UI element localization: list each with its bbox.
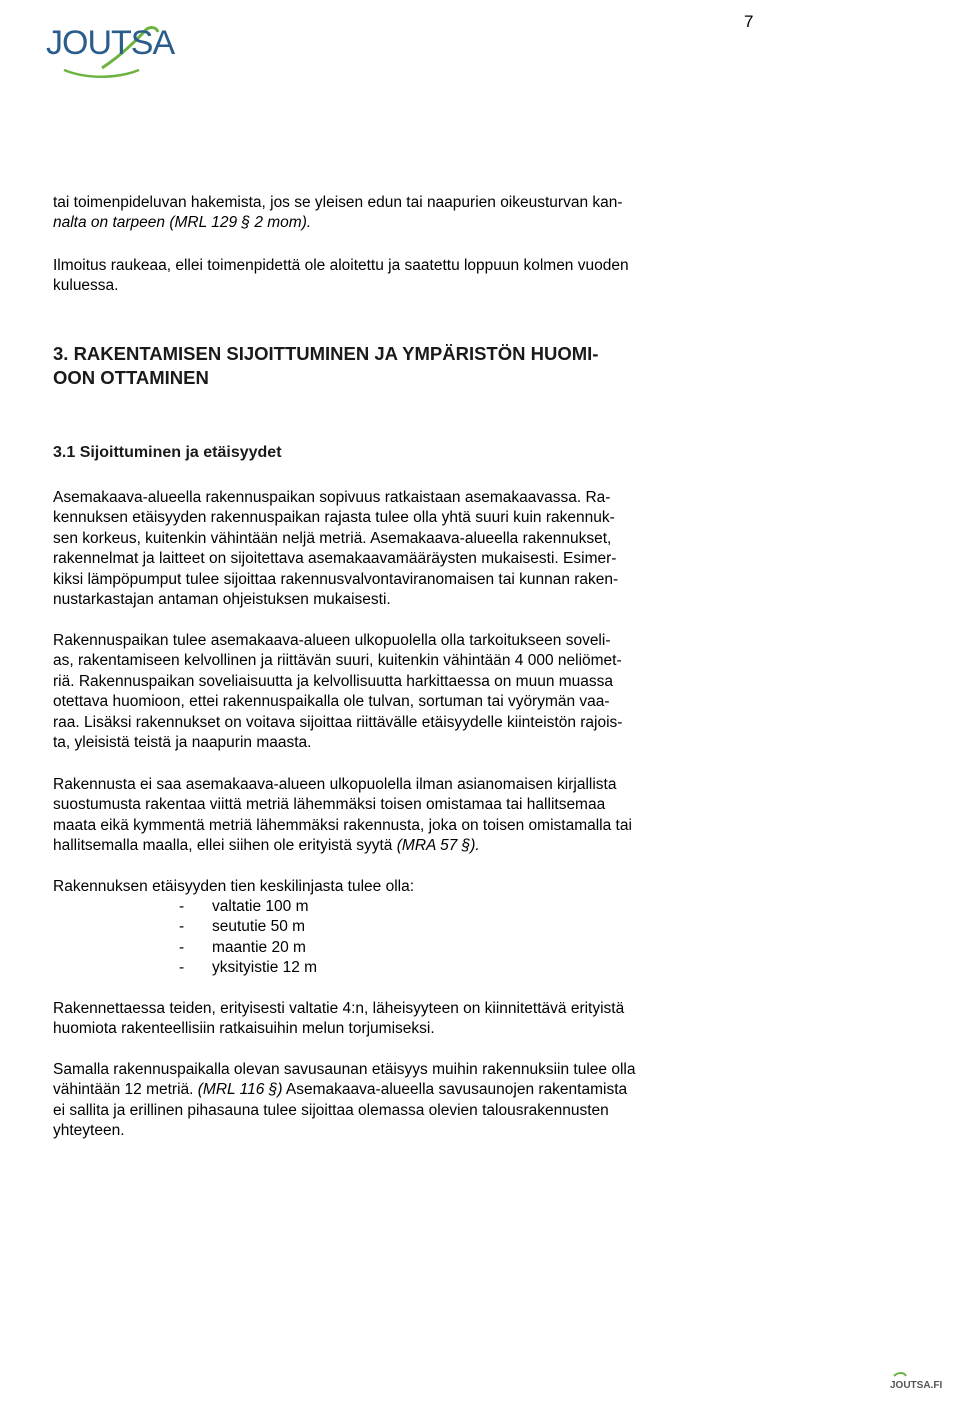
list-item-text: maantie 20 m [212,938,306,956]
text-line: ta, yleisistä teistä ja naapurin maasta. [53,733,312,751]
text-line: Rakennettaessa teiden, erityisesti valtatie 4:n, läheisyyteen on kiinnitettävä erityistä [53,1000,625,1017]
text-line [53,213,753,233]
text-line: rakennelmat ja laitteet on sijoitettava asemakaavamääräysten mukaisesti. Esimer- [53,550,617,568]
list-dash: - [179,918,185,936]
joutsa-fi-logo [890,1370,952,1392]
text-line: kiksi lämpöpumput tulee sijoittaa rakennusvalvontaviranomaisen tai kunnan raken- [53,570,619,588]
section-heading [53,342,598,390]
text-line: Samalla rakennuspaikalla olevan savusaunan etäisyys muihin rakennuksiin tulee olla [53,1061,636,1078]
text-line: Asemakaava-alueella rakennuspaikan sopivuus ratkaistaan asemakaavassa. Ra- [53,489,611,506]
text-line: tai toimenpideluvan hakemista, jos se yleisen edun tai naapurien oikeusturvan kan- [53,194,623,211]
text-line: as, rakentamiseen kelvollinen ja riittävän suuri, kuitenkin vähintään 4 000 neliömet- [53,652,622,670]
footer-logo-text: JOUTSA.FI [890,1380,943,1391]
paragraph-noise [53,999,753,1040]
list-item-text: valtatie 100 m [212,898,309,915]
list-dash: - [179,898,185,915]
text-line [53,836,753,856]
text-fragment: vähintään 12 metriä. [53,1081,198,1099]
paragraph-building-site [53,631,753,753]
paragraph-placement [53,488,753,610]
text-line: maata eikä kymmentä metriä lähemmäksi rakennusta, joka on toisen omistamalla tai [53,816,632,834]
section-heading-line-2: OON OTTAMINEN [53,367,209,388]
logo-wordmark: JOUTSA [46,24,175,62]
list-item [179,897,479,917]
text-fragment: Asemakaava-alueella savusaunojen rakentamista [282,1081,628,1099]
joutsa-logo [44,10,179,82]
text-line: nustarkastajan antaman ohjeistuksen mukaisesti. [53,590,391,608]
italic-ref: (MRA 57 §). [396,837,480,855]
list-item [179,917,479,937]
list-dash: - [179,959,185,977]
text-line: raa. Lisäksi rakennukset on voitava sijoittaa riittävälle etäisyydelle kiinteistön rajois- [53,713,623,731]
paragraph-consent [53,775,753,857]
list-item-text: yksityistie 12 m [212,959,318,977]
swan-mark [894,1373,906,1376]
intro-paragraph-1 [53,193,753,234]
text-line: suostumusta rakentaa viittä metriä lähemmäksi toisen omistamaa tai hallitsemaa [53,796,606,814]
text-line: riä. Rakennuspaikan soveliaisuutta ja kelvollisuutta harkittaessa on muun muassa [53,672,614,690]
text-line: yhteyteen. [53,1122,125,1140]
list-dash: - [179,938,185,956]
road-distance-list [179,897,479,979]
text-line: ei sallita ja erillinen pihasauna tulee sijoittaa olemassa olevien talousrakennusten [53,1101,609,1119]
subsection-heading: 3.1 Sijoittuminen ja etäisyydet [53,444,282,461]
swan-body-mark [64,70,139,77]
text-line: kennuksen etäisyyden rakennuspaikan rajasta tulee olla yhtä suuri kuin rakennuk- [53,509,615,527]
text-line: Rakennuksen etäisyyden tien keskilinjasta tulee olla: [53,878,415,895]
text-line: Rakennuspaikan tulee asemakaava-alueen ulkopuolella olla tarkoitukseen soveli- [53,632,611,649]
paragraph-smoke-sauna [53,1060,753,1142]
text-line [53,1080,753,1100]
paragraph-road-distance [53,877,753,897]
text-line: kuluessa. [53,277,119,295]
page-number: 7 [744,12,754,31]
text-line: Rakennusta ei saa asemakaava-alueen ulkopuolella ilman asianomaisen kirjallista [53,776,617,793]
text-fragment: hallitsemalla maalla, ellei siihen ole erityistä syytä [53,837,393,855]
intro-paragraph-2 [53,256,753,297]
text-line: Ilmoitus raukeaa, ellei toimenpidettä ole aloitettu ja saatettu loppuun kolmen vuoden [53,257,629,274]
text-line: otettava huomioon, ettei rakennuspaikalla ole tulvan, sortuman tai vyörymän vaa- [53,693,610,711]
italic-ref: (MRL 116 §) [197,1081,283,1099]
text-line: huomiota rakenteellisiin ratkaisuihin melun torjumiseksi. [53,1020,435,1038]
section-heading-line-1: 3. RAKENTAMISEN SIJOITTUMINEN JA YMPÄRISTÖN HUOMI- [53,343,599,364]
list-item-text: seututie 50 m [212,918,306,936]
list-item [179,938,479,958]
text-line: sen korkeus, kuitenkin vähintään neljä metriä. Asemakaava-alueella rakennukset, [53,529,612,547]
list-item [179,958,479,978]
italic-ref: nalta on tarpeen (MRL 129 § 2 mom). [53,214,312,232]
